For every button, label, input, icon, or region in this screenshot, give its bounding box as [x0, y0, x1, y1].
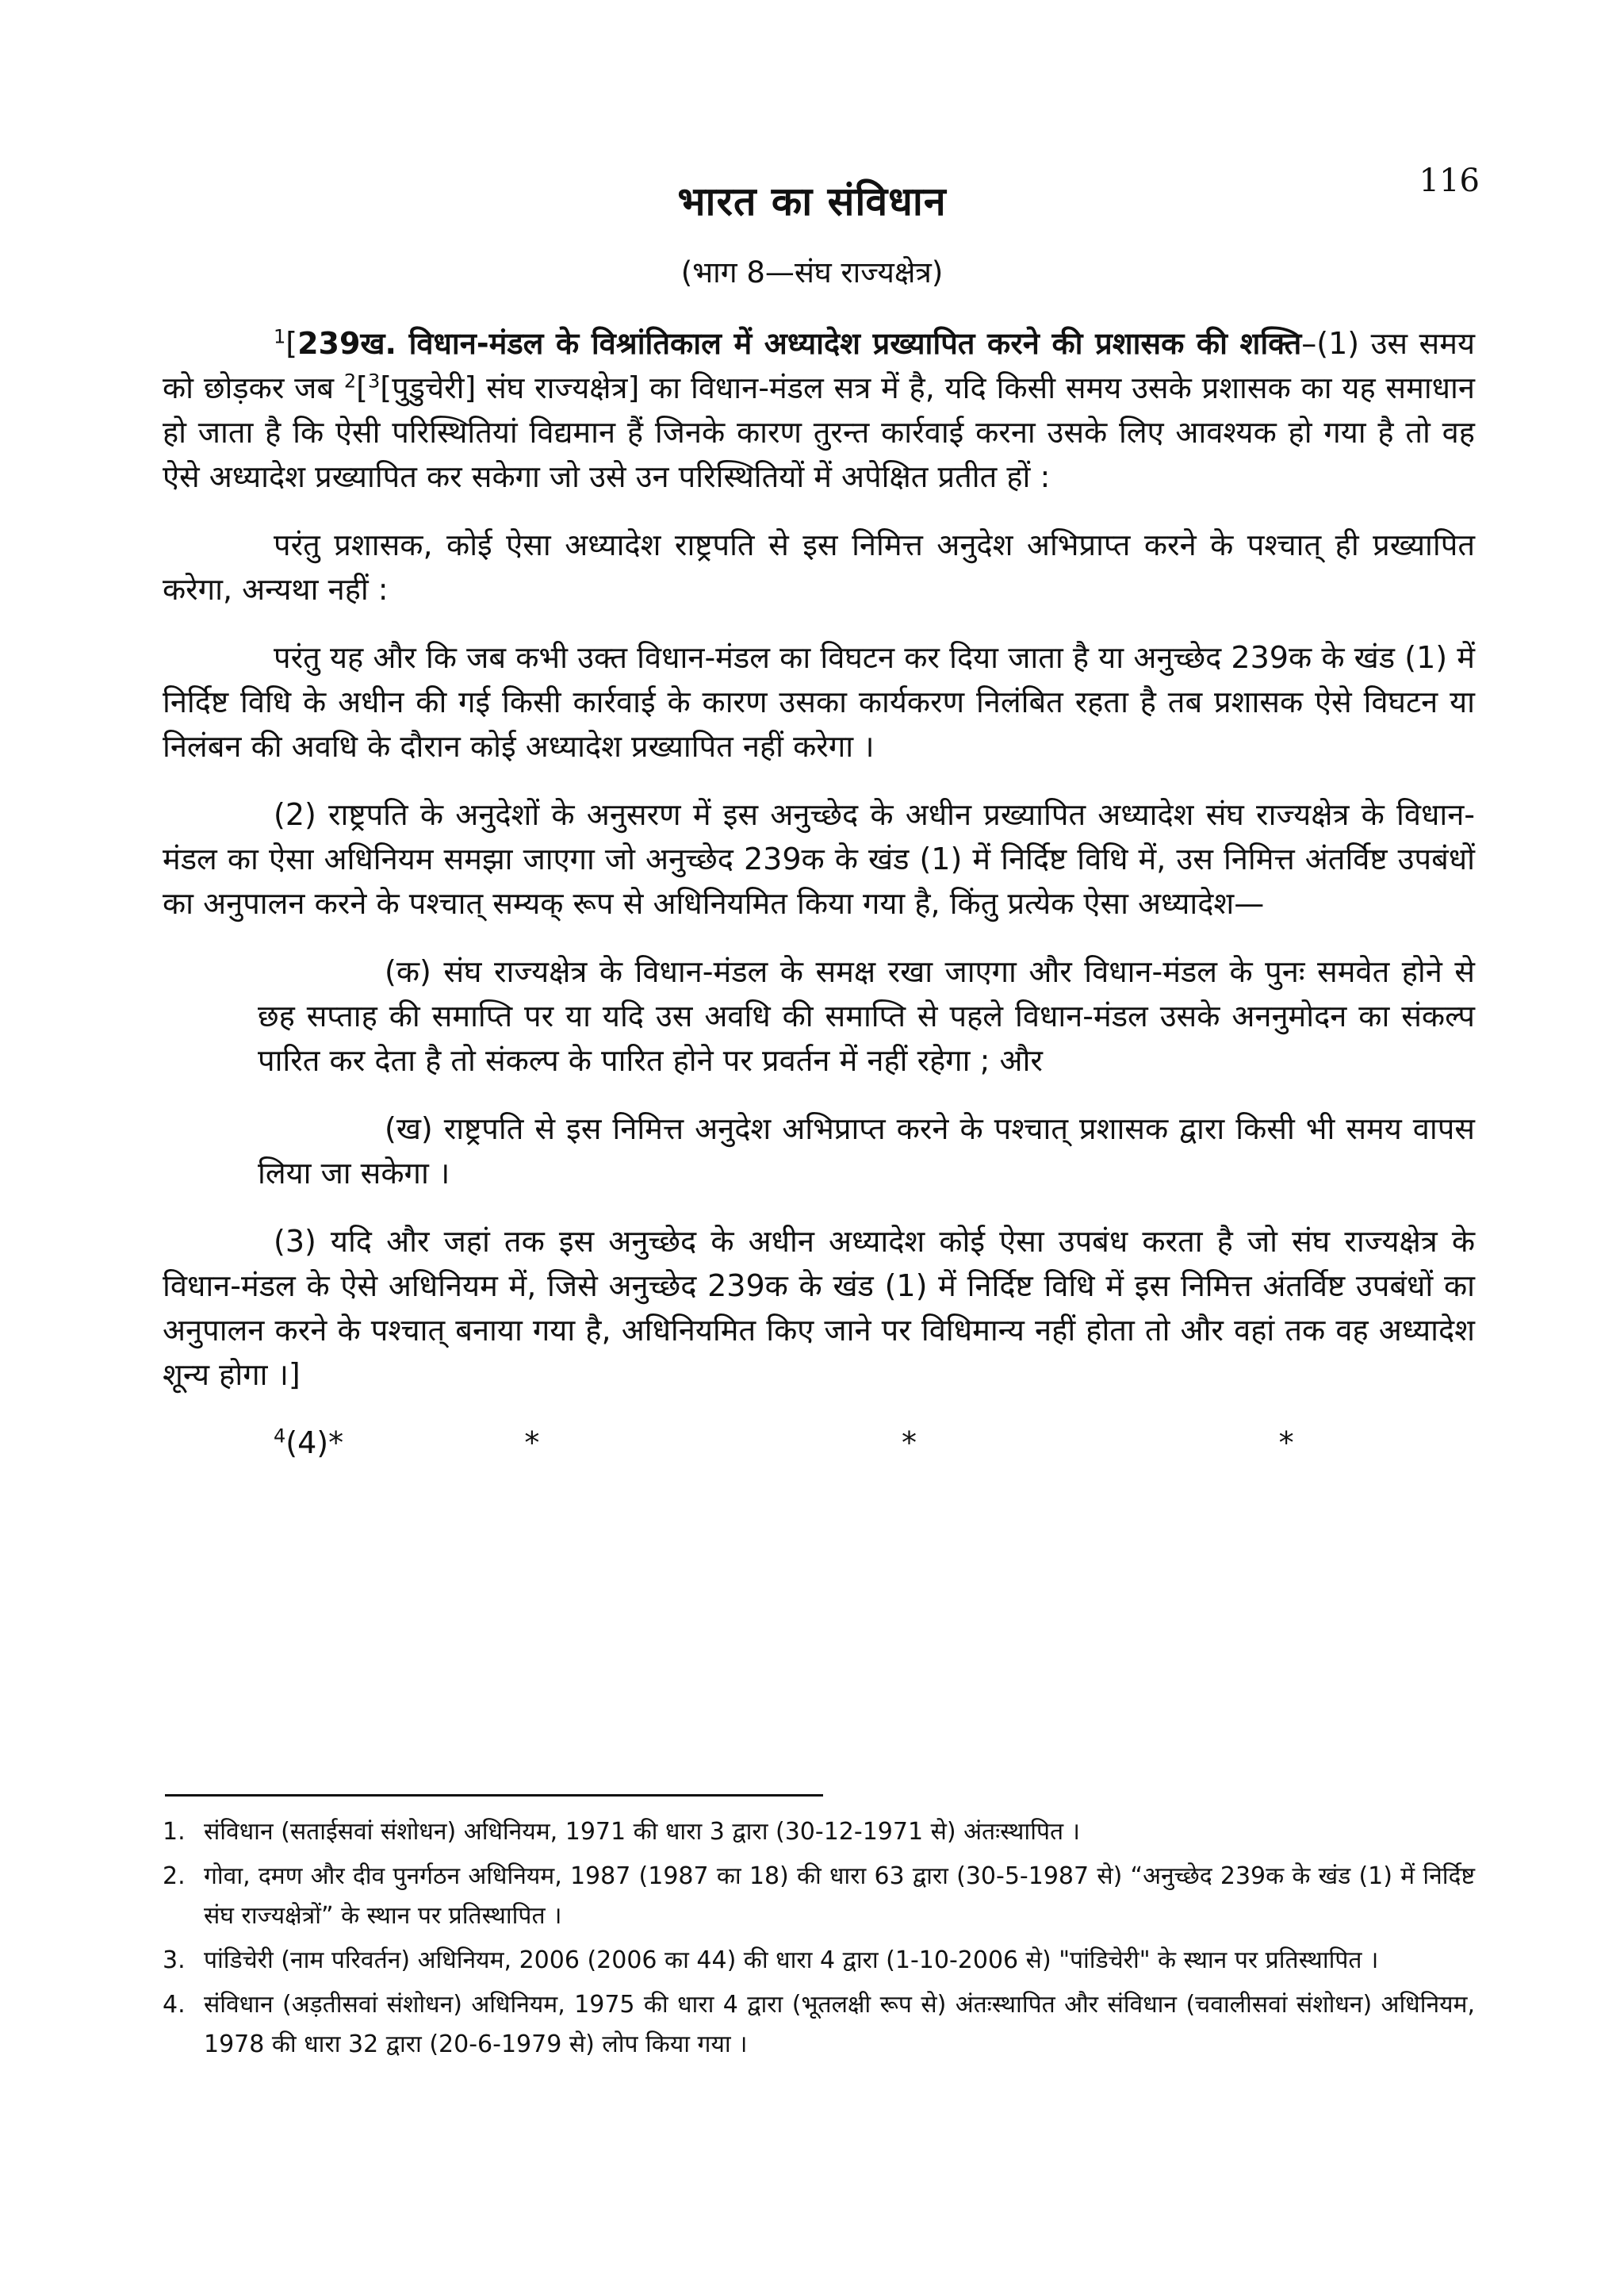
footnote-item	[163, 1985, 1475, 2065]
page-title: भारत का संविधान	[677, 178, 947, 224]
footnote-text: संविधान (अड़तीसवां संशोधन) अधिनियम, 1975 की धारा 4 द्वारा (भूतलक्षी रूप से) अंतःस्थापित और संविधान (चवालीसवां संशोधन) अधिनियम, 1978 की धारा 32 द्वारा (20-6-1979 से) लोप किया गया ।	[204, 1991, 1475, 2058]
footnote-mark-1: 1	[274, 325, 286, 348]
footnote-text: पांडिचेरी (नाम परिवर्तन) अधिनियम, 2006 (2006 का 44) की धारा 4 द्वारा (1-10-2006 से) "पांडिचेरी" के स्थान पर प्रतिस्थापित ।	[204, 1946, 1379, 1974]
clause-1-text-a: –(1) उस समय को छोड़कर जब	[163, 326, 1475, 405]
omission-star: *	[902, 1425, 917, 1460]
footnotes	[163, 1812, 1475, 2069]
footnote-item	[163, 1941, 1475, 1981]
omission-star: *	[1278, 1425, 1294, 1460]
puducherry-text: पुडुचेरी	[392, 370, 465, 405]
footnote-number: 2.	[163, 1862, 186, 1890]
footnote-divider	[165, 1794, 823, 1797]
footnote-text: संविधान (सताईसवां संशोधन) अधिनियम, 1971 की धारा 3 द्वारा (30-12-1971 से) अंतःस्थापित ।	[204, 1818, 1081, 1846]
page-number: 116	[1419, 163, 1480, 199]
omission-star: *	[524, 1425, 540, 1460]
clause-2-kha: (ख) राष्ट्रपति से इस निमित्त अनुदेश अभिप्राप्त करने के पश्चात् प्रशासक द्वारा किसी भी समय वापस लिया जा सकेगा ।	[258, 1111, 1475, 1191]
article-body	[163, 321, 1475, 1465]
clause-1-text-b: संघ राज्यक्षेत्र] का विधान-मंडल सत्र में है, यदि किसी समय उसके प्रशासक का यह समाधान हो जाता है कि ऐसी परिस्थितियां विद्यमान हैं जिनके कारण तुरन्त कार्रवाई करना उसके लिए आवश्यक हो गया है तो वह ऐसे अध्यादेश प्रख्यापित कर सकेगा जो उसे उन परिस्थितियों में अपेक्षित प्रतीत हों :	[163, 370, 1475, 494]
bracket-2: [	[356, 370, 368, 405]
open-bracket: [	[285, 326, 298, 361]
footnote-item	[163, 1812, 1475, 1852]
footnote-number: 3.	[163, 1946, 186, 1974]
bracket-3-open: [	[380, 370, 393, 405]
footnote-number: 4.	[163, 1991, 186, 2019]
clause-3: (3) यदि और जहां तक इस अनुच्छेद के अधीन अध्यादेश कोई ऐसा उपबंध करता है जो संघ राज्यक्षेत्र के विधान-मंडल के ऐसे अधिनियम में, जिसे अनुच्छेद 239क के खंड (1) में निर्दिष्ट विधि में इस निमित्त अंतर्विष्ट उपबंधों का अनुपालन करने के पश्चात् बनाया गया है, अधिनियमित किए जाने पर विधिमान्य नहीं होता तो और वहां तक वह अध्यादेश शून्य होगा ।]	[163, 1224, 1475, 1392]
article-heading: 239ख. विधान-मंडल के विश्रांतिकाल में अध्यादेश प्रख्यापित करने की प्रशासक की शक्ति	[297, 326, 1302, 361]
footnote-text: गोवा, दमण और दीव पुनर्गठन अधिनियम, 1987 (1987 का 18) की धारा 63 द्वारा (30-5-1987 से) “अनुच्छेद 239क के खंड (1) में निर्दिष्ट संघ राज्यक्षेत्रों” के स्थान पर प्रतिस्थापित ।	[204, 1862, 1475, 1930]
footnote-mark-3: 3	[367, 370, 381, 393]
article-clause-1	[163, 321, 1475, 499]
proviso-2: परंतु यह और कि जब कभी उक्त विधान-मंडल का विघटन कर दिया जाता है या अनुच्छेद 239क के खंड (1) में निर्दिष्ट विधि के अधीन की गई किसी कार्रवाई के कारण उसका कार्यकरण निलंबित रहता है तब प्रशासक ऐसे विघटन या निलंबन की अवधि के दौरान कोई अध्यादेश प्रख्यापित नहीं करेगा ।	[163, 640, 1475, 764]
page-subtitle: (भाग 8—संघ राज्यक्षेत्र)	[680, 255, 944, 290]
bracket-3-close: ]	[464, 370, 477, 405]
footnote-mark-2: 2	[343, 370, 357, 393]
footnote-number: 1.	[163, 1818, 186, 1846]
footnote-mark-4: 4	[274, 1425, 286, 1448]
clause-2-ka: (क) संघ राज्यक्षेत्र के विधान-मंडल के समक्ष रखा जाएगा और विधान-मंडल के पुनः समवेत होने से छह सप्ताह की समाप्ति पर या यदि उस अवधि की समाप्ति से पहले विधान-मंडल उसके अननुमोदन का संकल्प पारित कर देता है तो संकल्प के पारित होने पर प्रवर्तन में नहीं रहेगा ; और	[258, 954, 1475, 1078]
clause-2: (2) राष्ट्रपति के अनुदेशों के अनुसरण में इस अनुच्छेद के अधीन प्रख्यापित अध्यादेश संघ राज्यक्षेत्र के विधान-मंडल का ऐसा अधिनियम समझा जाएगा जो अनुच्छेद 239क के खंड (1) में निर्दिष्ट विधि में, उस निमित्त अंतर्विष्ट उपबंधों का अनुपालन करने के पश्चात् सम्यक् रूप से अधिनियमित किया गया है, किंतु प्रत्येक ऐसा अध्यादेश—	[163, 797, 1475, 921]
clause-4-label	[274, 1421, 343, 1465]
proviso-1: परंतु प्रशासक, कोई ऐसा अध्यादेश राष्ट्रपति से इस निमित्त अनुदेश अभिप्राप्त करने के पश्चात् ही प्रख्यापित करेगा, अन्यथा नहीं :	[163, 527, 1475, 607]
clause-4-text: (4)*	[285, 1425, 344, 1460]
footnote-item	[163, 1857, 1475, 1936]
clause-4-omitted	[163, 1421, 1475, 1465]
